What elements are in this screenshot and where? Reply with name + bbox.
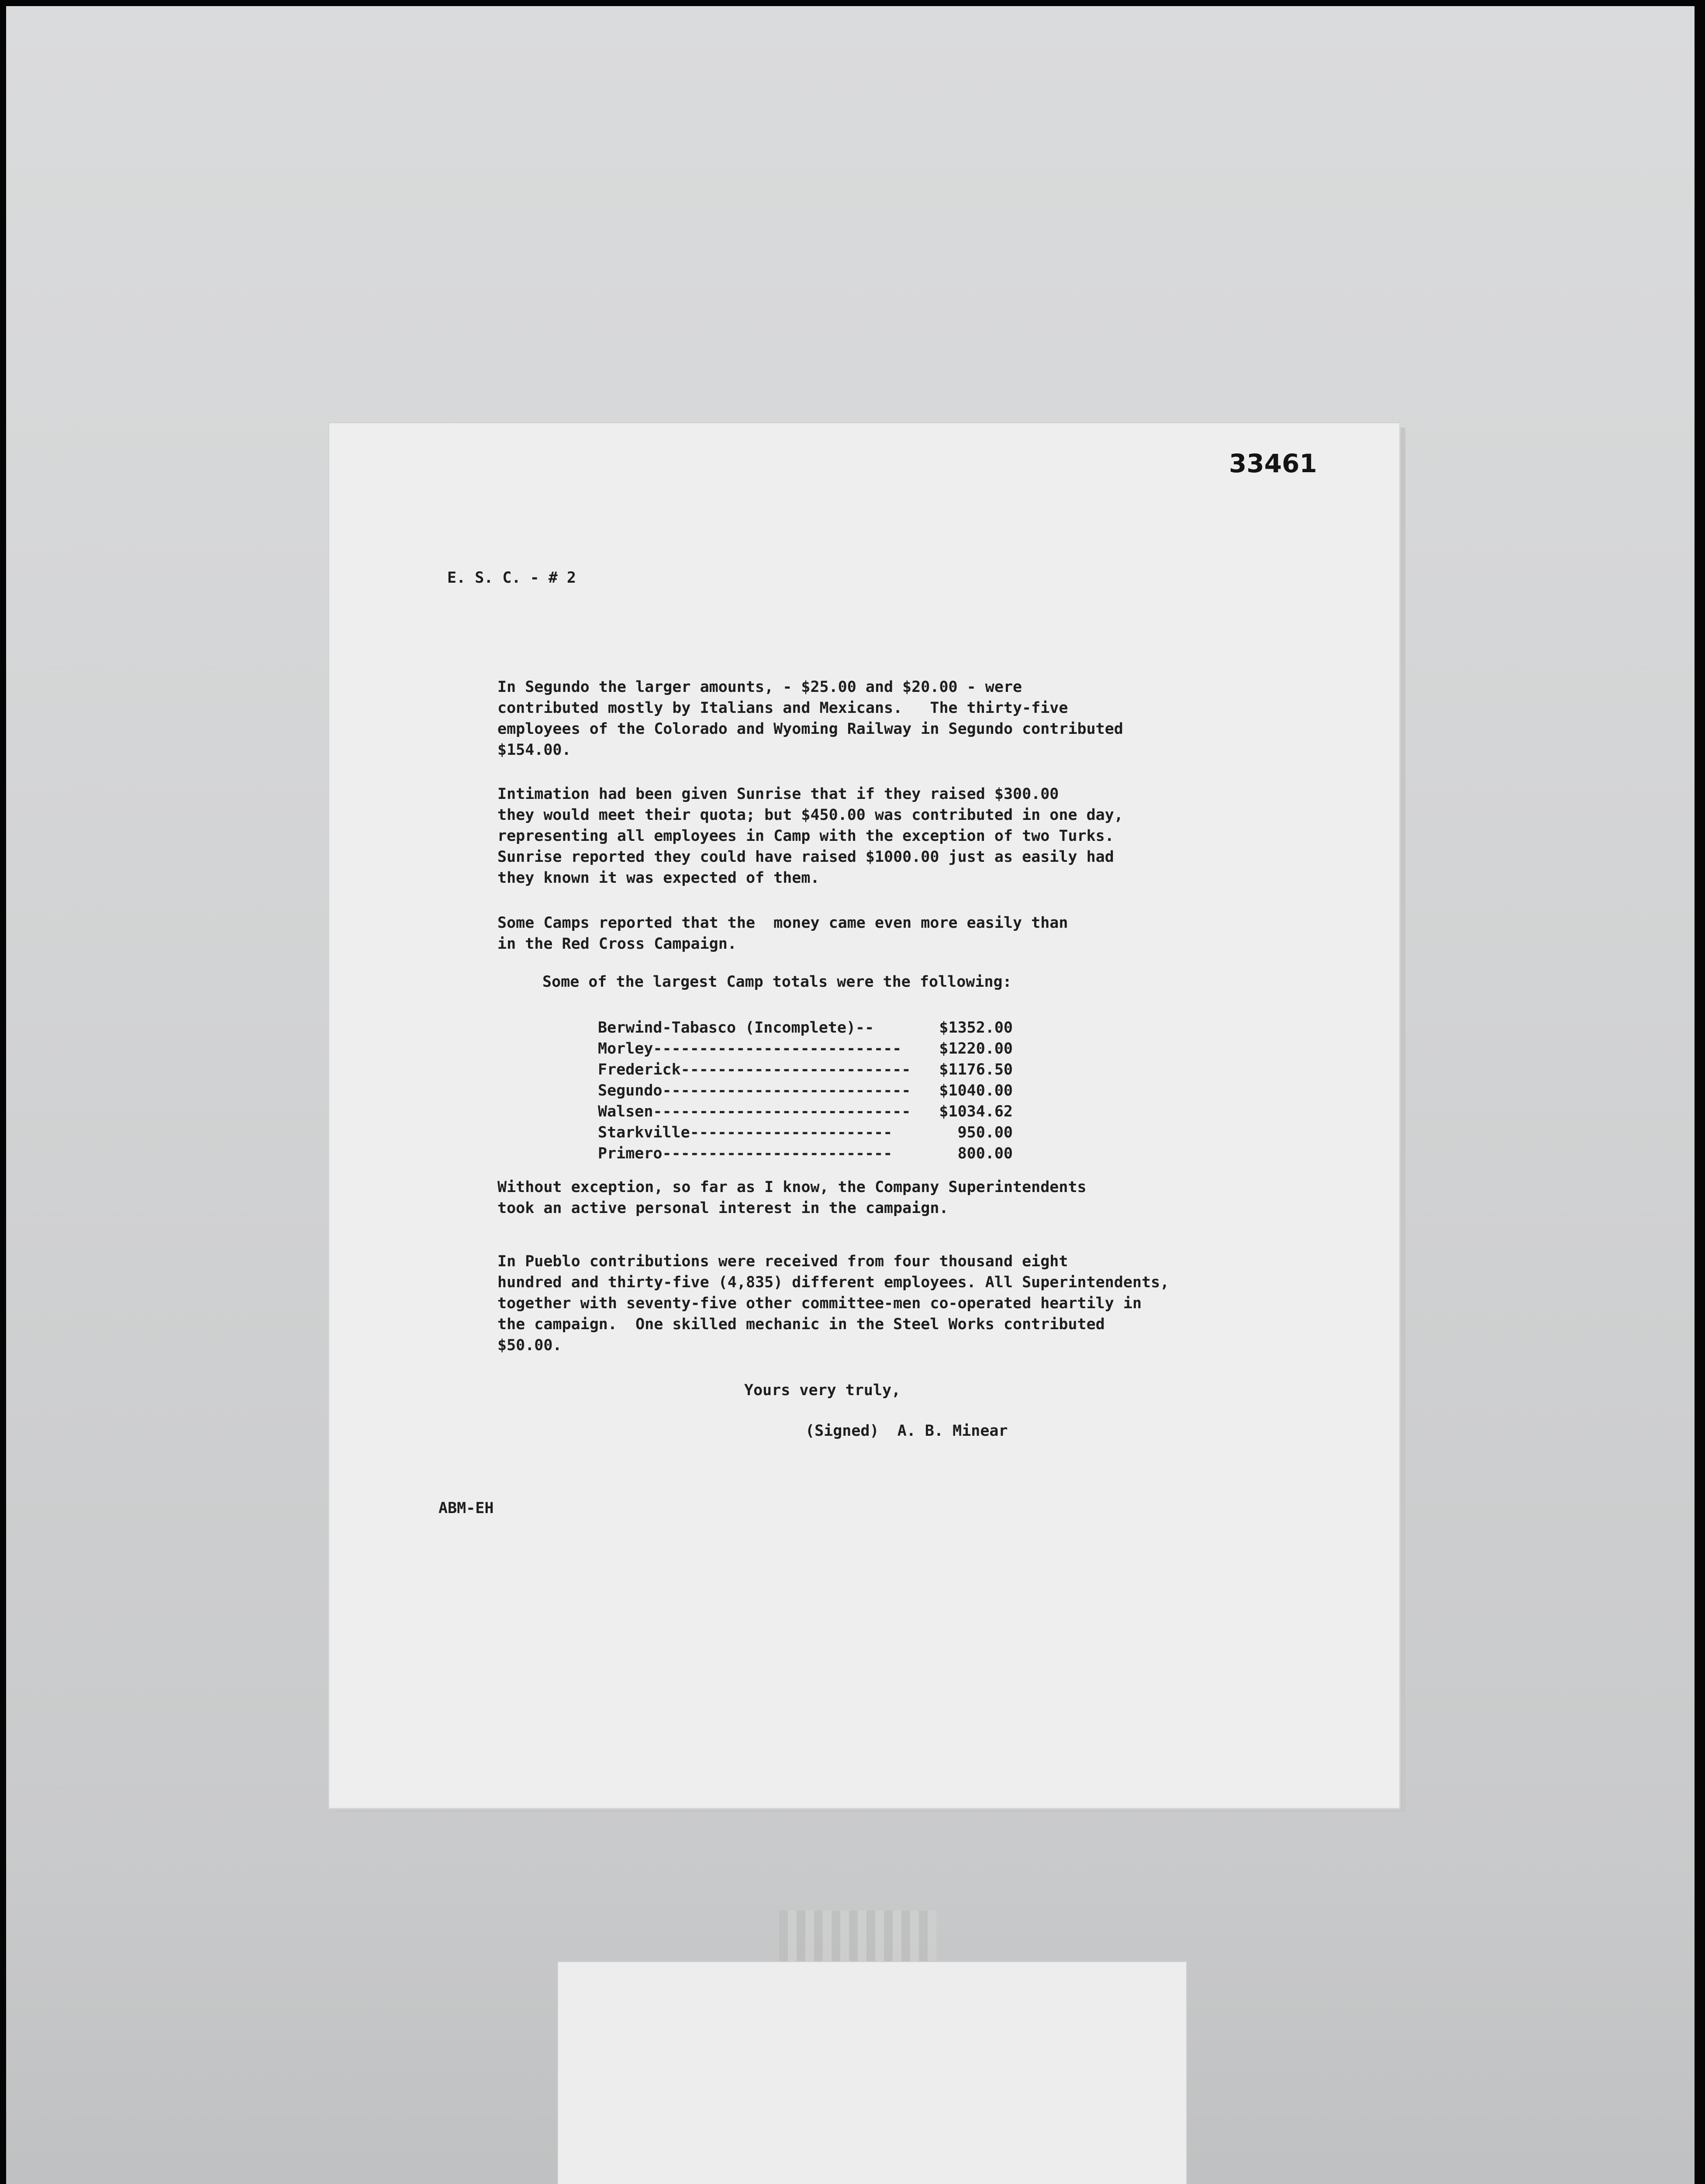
paragraph-camp-totals-intro: Some of the largest Camp totals were the following: — [542, 973, 1012, 991]
camp-name: Primero------------------------- — [598, 1145, 893, 1162]
camp-name: Starkville---------------------- — [598, 1124, 893, 1141]
camp-total-row — [598, 1059, 1013, 1080]
letter-signature: (Signed) A. B. Minear — [805, 1422, 1008, 1440]
archive-film-frame — [6, 6, 1695, 2184]
camp-amount: $1220.00 — [939, 1040, 1013, 1057]
camp-name: Segundo--------------------------- — [598, 1082, 911, 1099]
typist-initials: ABM-EH — [438, 1500, 494, 1517]
camp-amount: $1034.62 — [939, 1103, 1013, 1120]
camp-totals-list — [598, 1017, 1013, 1164]
camp-total-row — [598, 1017, 1013, 1038]
letter-page — [329, 423, 1399, 1808]
letter-closing: Yours very truly, — [744, 1382, 901, 1399]
camp-amount: $1176.50 — [939, 1061, 1013, 1078]
camp-amount: $1040.00 — [939, 1082, 1013, 1099]
camp-total-row — [598, 1038, 1013, 1059]
camp-name: Walsen---------------------------- — [598, 1103, 911, 1120]
camp-total-row — [598, 1122, 1013, 1143]
paragraph-red-cross: Some Camps reported that the money came even more easily than in the Red Cross Campaign. — [497, 914, 1068, 953]
archive-label-card — [557, 1961, 1187, 2184]
camp-amount: 950.00 — [957, 1124, 1013, 1141]
paragraph-sunrise: Intimation had been given Sunrise that if they raised $300.00 they would meet their quota; but $450.00 was contributed in one day, representing all employees in Camp with the exception of two Turks. Sunrise reported they could have raised $1000.00 just as easily had they known it was expected of them. — [497, 785, 1123, 887]
camp-name: Berwind-Tabasco (Incomplete)-- — [598, 1019, 874, 1037]
camp-total-row — [598, 1080, 1013, 1101]
camp-amount: 800.00 — [957, 1145, 1013, 1162]
camp-name: Frederick------------------------- — [598, 1061, 911, 1078]
camp-total-row — [598, 1143, 1013, 1164]
letter-reference: E. S. C. - # 2 — [447, 569, 576, 587]
camp-name: Morley--------------------------- — [598, 1040, 902, 1057]
paragraph-pueblo: In Pueblo contributions were received from four thousand eight hundred and thirty-five (4,835) different employees. All Superintendents, together with seventy-five other committee-men co-operated heartily in the campaign. One skilled mechanic in the Steel Works contributed $50.00. — [497, 1253, 1170, 1354]
document-number: 33461 — [1229, 449, 1317, 478]
camp-total-row — [598, 1101, 1013, 1122]
paragraph-superintendents: Without exception, so far as I know, the Company Superintendents took an active personal interest in the campaign. — [497, 1178, 1087, 1217]
camp-amount: $1352.00 — [939, 1019, 1013, 1037]
paragraph-segundo: In Segundo the larger amounts, - $25.00 and $20.00 - were contributed mostly by Italians and Mexicans. The thirty-five employees of the Colorado and Wyoming Railway in Segundo contributed $154.00. — [497, 678, 1123, 759]
